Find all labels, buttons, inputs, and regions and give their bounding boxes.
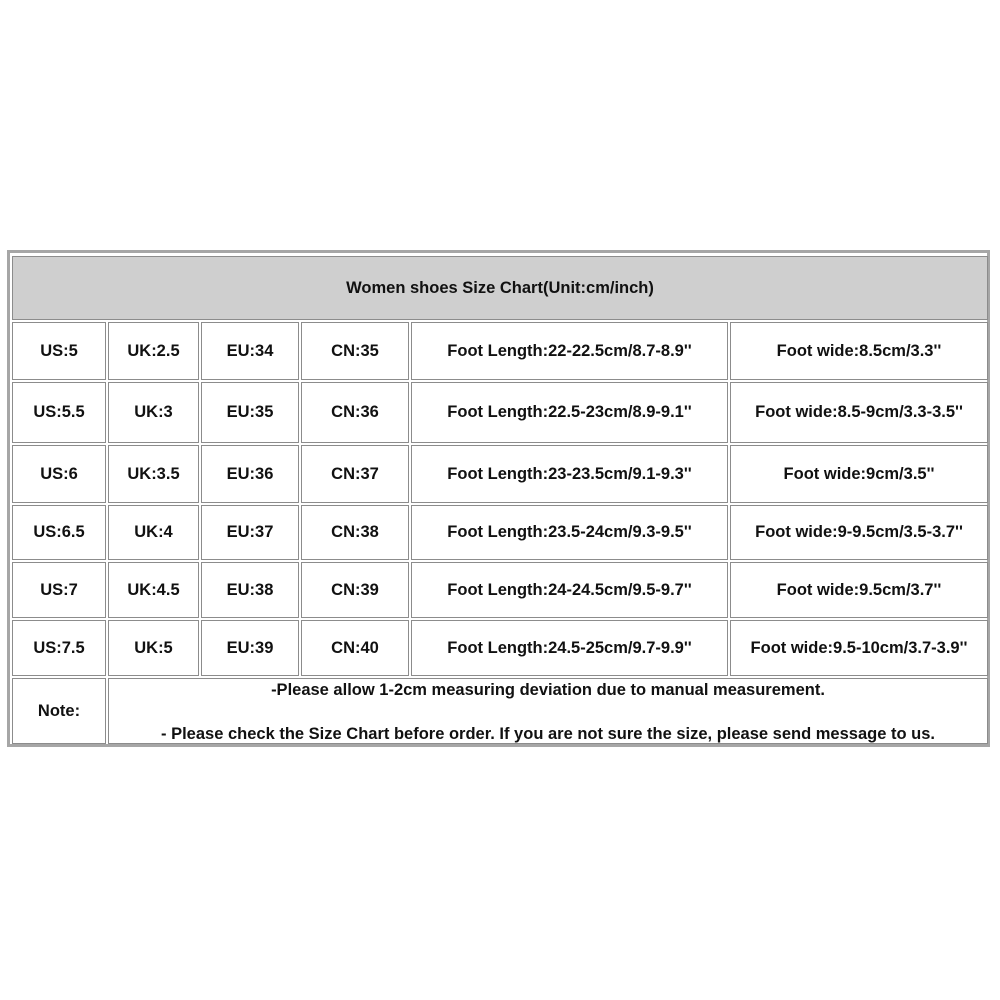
- foot-length-cell: Foot Length:24-24.5cm/9.5-9.7'': [411, 562, 728, 618]
- us-size-cell: US:5.5: [12, 382, 106, 443]
- foot-wide-cell: Foot wide:8.5cm/3.3'': [730, 322, 988, 380]
- us-size-cell: US:6: [12, 445, 106, 503]
- uk-size-cell: UK:4.5: [108, 562, 199, 618]
- us-size-cell: US:7.5: [12, 620, 106, 676]
- note-line: -Please allow 1-2cm measuring deviation due to manual measurement.: [271, 681, 825, 699]
- eu-size-cell: EU:37: [201, 505, 299, 560]
- cn-size-cell: CN:40: [301, 620, 409, 676]
- foot-length-cell: Foot Length:22.5-23cm/8.9-9.1'': [411, 382, 728, 443]
- foot-wide-cell: Foot wide:9.5-10cm/3.7-3.9'': [730, 620, 988, 676]
- uk-size-cell: UK:5: [108, 620, 199, 676]
- foot-wide-cell: Foot wide:9cm/3.5'': [730, 445, 988, 503]
- foot-wide-cell: Foot wide:9.5cm/3.7'': [730, 562, 988, 618]
- cn-size-cell: CN:36: [301, 382, 409, 443]
- us-size-cell: US:6.5: [12, 505, 106, 560]
- foot-wide-cell: Foot wide:9-9.5cm/3.5-3.7'': [730, 505, 988, 560]
- cn-size-cell: CN:37: [301, 445, 409, 503]
- foot-length-cell: Foot Length:24.5-25cm/9.7-9.9'': [411, 620, 728, 676]
- cn-size-cell: CN:39: [301, 562, 409, 618]
- note-text: [108, 678, 988, 744]
- foot-length-cell: Foot Length:23-23.5cm/9.1-9.3'': [411, 445, 728, 503]
- foot-wide-cell: Foot wide:8.5-9cm/3.3-3.5'': [730, 382, 988, 443]
- cn-size-cell: CN:35: [301, 322, 409, 380]
- cn-size-cell: CN:38: [301, 505, 409, 560]
- size-chart-table: [7, 250, 990, 747]
- us-size-cell: US:7: [12, 562, 106, 618]
- foot-length-cell: Foot Length:22-22.5cm/8.7-8.9'': [411, 322, 728, 380]
- size-chart-title: Women shoes Size Chart(Unit:cm/inch): [12, 256, 988, 320]
- uk-size-cell: UK:3: [108, 382, 199, 443]
- eu-size-cell: EU:35: [201, 382, 299, 443]
- note-label: Note:: [12, 678, 106, 744]
- uk-size-cell: UK:4: [108, 505, 199, 560]
- note-line: - Please check the Size Chart before order. If you are not sure the size, please send message to us.: [161, 725, 935, 743]
- eu-size-cell: EU:38: [201, 562, 299, 618]
- foot-length-cell: Foot Length:23.5-24cm/9.3-9.5'': [411, 505, 728, 560]
- eu-size-cell: EU:39: [201, 620, 299, 676]
- uk-size-cell: UK:2.5: [108, 322, 199, 380]
- uk-size-cell: UK:3.5: [108, 445, 199, 503]
- us-size-cell: US:5: [12, 322, 106, 380]
- eu-size-cell: EU:34: [201, 322, 299, 380]
- eu-size-cell: EU:36: [201, 445, 299, 503]
